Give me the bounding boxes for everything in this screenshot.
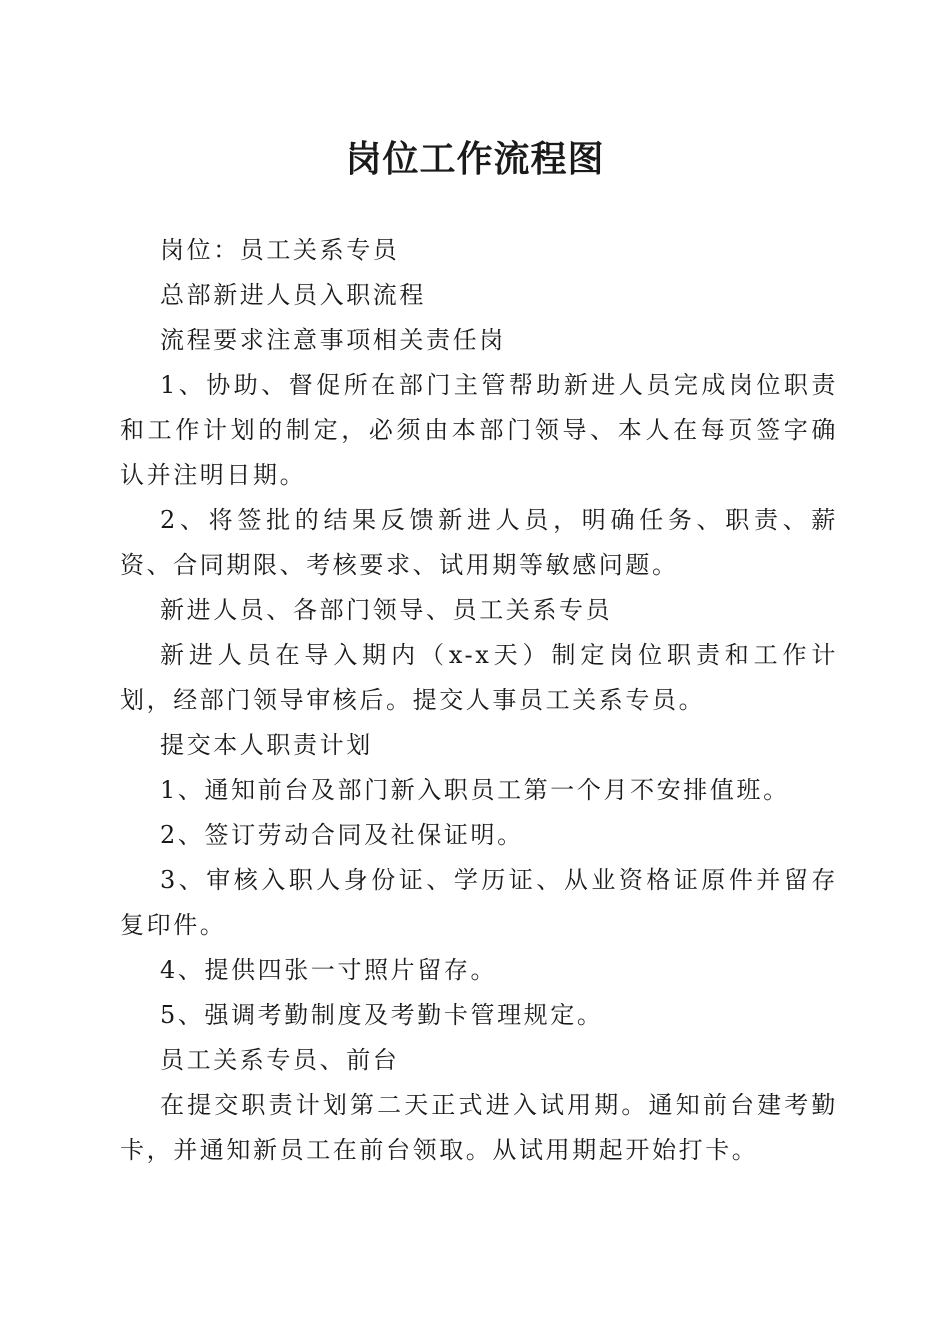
paragraph-step-1-item-2: 2、将签批的结果反馈新进人员，明确任务、职责、薪资、合同期限、考核要求、试用期等敏感问题。 [120, 506, 838, 579]
paragraph-step-1-item-1: 1、协助、督促所在部门主管帮助新进人员完成岗位职责和工作计划的制定，必须由本部门领导、本人在每页签字确认并注明日期。 [120, 371, 838, 489]
paragraph-step-2-item-1: 1、通知前台及部门新入职员工第一个月不安排值班。 [160, 776, 790, 804]
paragraph-responsible-2: 员工关系专员、前台 [160, 1046, 400, 1074]
paragraph-probation: 在提交职责计划第二天正式进入试用期。通知前台建考勤卡，并通知新员工在前台领取。从试用期起开始打卡。 [120, 1091, 838, 1164]
paragraph-position: 岗位：员工关系专员 [160, 236, 400, 264]
paragraph-step-2-item-5: 5、强调考勤制度及考勤卡管理规定。 [160, 1001, 604, 1029]
paragraph-responsible-1: 新进人员、各部门领导、员工关系专员 [160, 596, 613, 624]
paragraph-step-2-item-4: 4、提供四张一寸照片留存。 [160, 956, 498, 984]
paragraph-step-2-item-3: 3、审核入职人身份证、学历证、从业资格证原件并留存复印件。 [120, 866, 838, 939]
document-title: 岗位工作流程图 [345, 138, 605, 180]
paragraph-step-2-item-2: 2、签订劳动合同及社保证明。 [160, 821, 524, 849]
paragraph-column-headers: 流程要求注意事项相关责任岗 [160, 326, 506, 354]
paragraph-induction-period: 新进人员在导入期内（x-x天）制定岗位职责和工作计划，经部门领导审核后。提交人事员工关系专员。 [120, 641, 838, 714]
paragraph-submit-plan: 提交本人职责计划 [160, 731, 373, 759]
paragraph-process-name: 总部新进人员入职流程 [160, 281, 426, 309]
document-body [120, 228, 838, 1173]
